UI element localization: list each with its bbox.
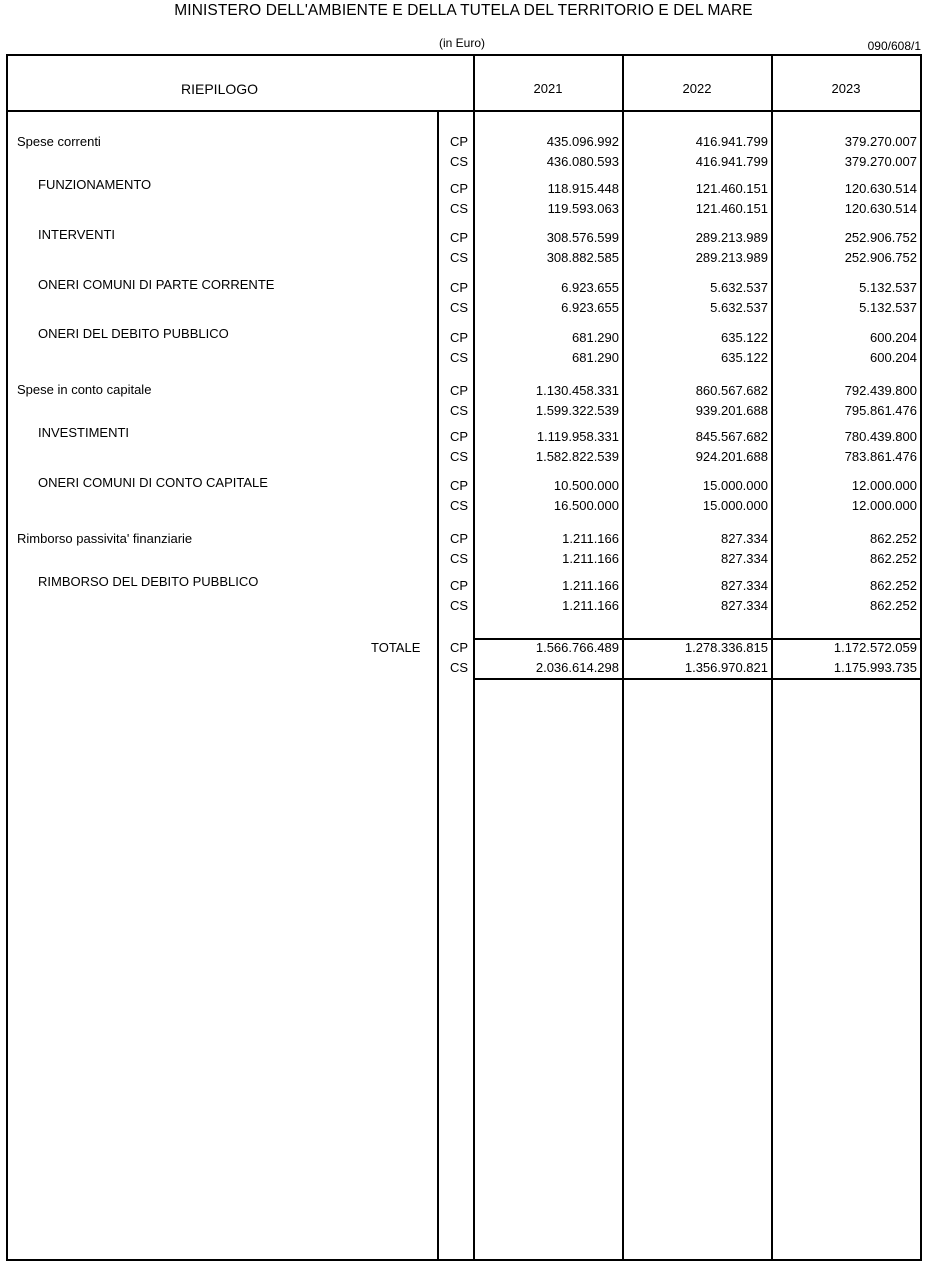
subcategory-label: ONERI DEL DEBITO PUBBLICO	[38, 326, 229, 341]
cp-value: 416.941.799	[695, 134, 768, 149]
cp-value: 792.439.800	[844, 383, 917, 398]
cp-tag: CP	[450, 280, 469, 295]
cp-value: 600.204	[870, 330, 917, 345]
cs-value: 600.204	[870, 350, 917, 365]
cp-value: 10.500.000	[553, 478, 619, 493]
cs-value: 289.213.989	[695, 250, 768, 265]
table-right-border	[920, 54, 922, 1261]
cs-tag: CS	[450, 250, 469, 265]
cs-value: 1.211.166	[562, 598, 619, 613]
cp-tag: CP	[450, 181, 469, 196]
cs-tag: CS	[450, 154, 469, 169]
cp-value: 308.576.599	[546, 230, 619, 245]
cp-value: 15.000.000	[702, 478, 768, 493]
cp-value: 252.906.752	[844, 230, 917, 245]
table-bottom-border	[6, 1259, 922, 1261]
cs-value: 795.861.476	[844, 403, 917, 418]
cp-value: 12.000.000	[851, 478, 917, 493]
cs-value: 924.201.688	[695, 449, 768, 464]
cp-value: 681.290	[572, 330, 619, 345]
cs-value: 635.122	[721, 350, 768, 365]
header-bottom-border	[6, 110, 922, 112]
cp-tag: CP	[450, 478, 469, 493]
total-cp-value: 1.172.572.059	[833, 640, 917, 655]
cs-value: 436.080.593	[546, 154, 619, 169]
cp-tag: CP	[450, 383, 469, 398]
year-header: 2021	[533, 81, 563, 96]
total-cs-value: 2.036.614.298	[535, 660, 619, 675]
subcategory-label: INTERVENTI	[38, 227, 116, 242]
subcategory-label: ONERI COMUNI DI PARTE CORRENTE	[38, 277, 275, 292]
total-cs-value: 1.175.993.735	[833, 660, 917, 675]
cs-tag: CS	[450, 449, 469, 464]
cs-value: 15.000.000	[702, 498, 768, 513]
page-title: MINISTERO DELL'AMBIENTE E DELLA TUTELA DEL TERRITORIO E DEL MARE	[174, 2, 753, 19]
table-left-border	[6, 54, 8, 1261]
cs-value: 5.132.537	[859, 300, 917, 315]
cp-tag: CP	[450, 230, 469, 245]
cs-value: 6.923.655	[561, 300, 619, 315]
cp-value: 1.130.458.331	[535, 383, 619, 398]
cp-value: 120.630.514	[844, 181, 917, 196]
total-cp-value: 1.566.766.489	[535, 640, 619, 655]
cp-value: 121.460.151	[695, 181, 768, 196]
cs-tag: CS	[450, 350, 469, 365]
total-cs-value: 1.356.970.821	[684, 660, 768, 675]
cp-value: 379.270.007	[844, 134, 917, 149]
cp-value: 1.211.166	[562, 531, 619, 546]
cs-value: 119.593.063	[547, 201, 619, 216]
cp-value: 862.252	[870, 578, 917, 593]
cs-value: 681.290	[572, 350, 619, 365]
cp-value: 6.923.655	[561, 280, 619, 295]
category-label: Rimborso passivita' finanziarie	[17, 531, 193, 546]
cp-value: 435.096.992	[546, 134, 619, 149]
cs-value: 939.201.688	[695, 403, 768, 418]
cs-value: 1.582.822.539	[535, 449, 619, 464]
col-2022-border	[622, 54, 624, 1261]
cs-value: 416.941.799	[695, 154, 768, 169]
category-label: Spese correnti	[17, 134, 101, 149]
col-2023-border	[771, 54, 773, 1261]
subcategory-label: ONERI COMUNI DI CONTO CAPITALE	[38, 475, 268, 490]
subcategory-label: FUNZIONAMENTO	[38, 177, 152, 192]
cs-value: 12.000.000	[851, 498, 917, 513]
cs-tag: CS	[450, 498, 469, 513]
cs-value: 1.211.166	[562, 551, 619, 566]
cs-tag: CS	[450, 300, 469, 315]
cs-value: 16.500.000	[553, 498, 619, 513]
cp-value: 1.211.166	[562, 578, 619, 593]
cs-value: 379.270.007	[844, 154, 917, 169]
cs-value: 862.252	[870, 551, 917, 566]
cs-value: 120.630.514	[844, 201, 917, 216]
col-2021-border	[473, 54, 475, 1261]
cs-value: 252.906.752	[844, 250, 917, 265]
cs-value: 308.882.585	[546, 250, 619, 265]
cp-value: 5.632.537	[710, 280, 768, 295]
subcategory-label: INVESTIMENTI	[38, 425, 130, 440]
cs-value: 5.632.537	[710, 300, 768, 315]
year-header: 2022	[682, 81, 712, 96]
cp-value: 118.915.448	[547, 181, 619, 196]
total-cp-value: 1.278.336.815	[684, 640, 768, 655]
category-label: Spese in conto capitale	[17, 382, 152, 397]
table-top-border	[6, 54, 922, 56]
cp-tag: CP	[450, 531, 469, 546]
cp-tag: CP	[450, 134, 469, 149]
cp-tag: CP	[450, 429, 469, 444]
cs-value: 121.460.151	[695, 201, 768, 216]
cp-value: 860.567.682	[695, 383, 768, 398]
cs-value: 1.599.322.539	[535, 403, 619, 418]
cs-tag: CS	[450, 551, 469, 566]
cp-value: 5.132.537	[859, 280, 917, 295]
cs-tag: CS	[450, 598, 469, 613]
total-label: TOTALE	[371, 640, 421, 655]
cp-value: 780.439.800	[844, 429, 917, 444]
total-cs-tag: CS	[450, 660, 469, 675]
tag-column-border	[437, 112, 439, 1261]
summary-header: RIEPILOGO	[181, 81, 259, 97]
cp-value: 827.334	[721, 578, 768, 593]
unit-label: (in Euro)	[439, 36, 486, 50]
cp-tag: CP	[450, 578, 469, 593]
cp-value: 862.252	[870, 531, 917, 546]
total-bottom-border	[473, 678, 922, 680]
document-code: 090/608/1	[867, 39, 921, 53]
cs-tag: CS	[450, 403, 469, 418]
subcategory-label: RIMBORSO DEL DEBITO PUBBLICO	[38, 574, 259, 589]
total-cp-tag: CP	[450, 640, 469, 655]
cs-value: 862.252	[870, 598, 917, 613]
cs-value: 827.334	[721, 551, 768, 566]
year-header: 2023	[831, 81, 861, 96]
cp-tag: CP	[450, 330, 469, 345]
cs-tag: CS	[450, 201, 469, 216]
cs-value: 783.861.476	[844, 449, 917, 464]
cs-value: 827.334	[721, 598, 768, 613]
cp-value: 289.213.989	[695, 230, 768, 245]
cp-value: 635.122	[721, 330, 768, 345]
cp-value: 1.119.958.331	[536, 429, 619, 444]
cp-value: 827.334	[721, 531, 768, 546]
cp-value: 845.567.682	[695, 429, 768, 444]
